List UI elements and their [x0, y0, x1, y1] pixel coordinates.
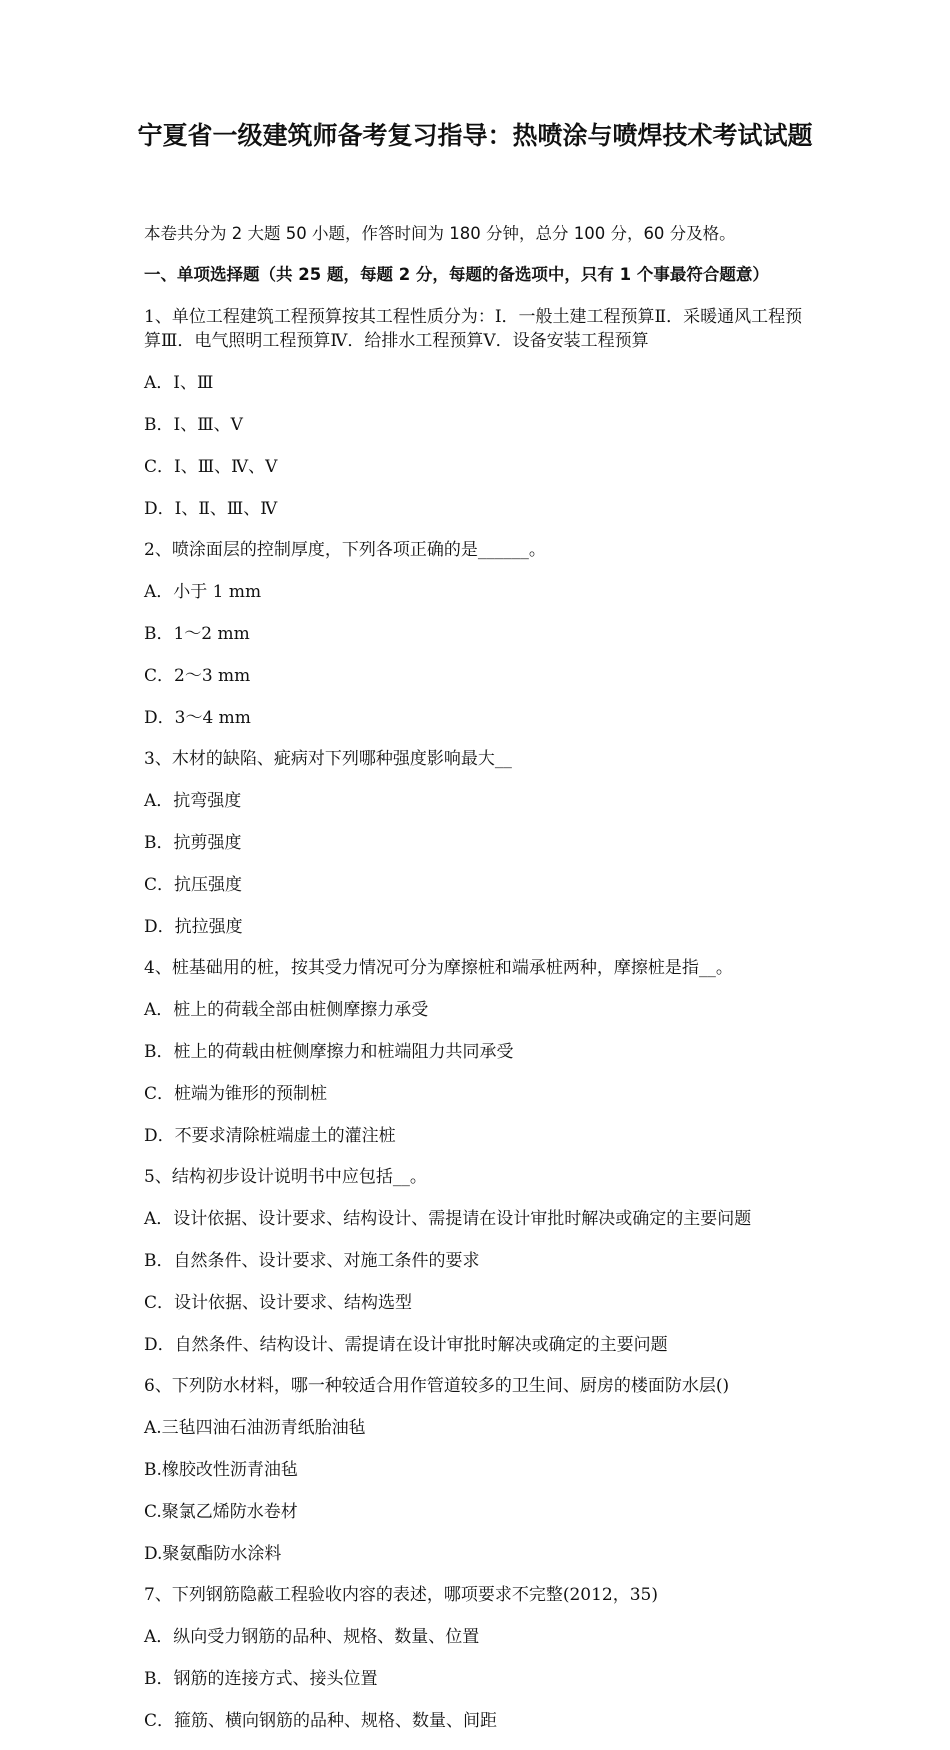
option-b: B．桩上的荷载由桩侧摩擦力和桩端阻力共同承受 [144, 1041, 514, 1062]
section-heading: 一、单项选择题（共 25 题，每题 2 分，每题的备选项中，只有 1 个事最符合题意） [144, 265, 769, 285]
question-5 [144, 1165, 812, 1357]
option-c: C．2～3 mm [144, 665, 251, 686]
option-c: C．Ⅰ、Ⅲ、Ⅳ、Ⅴ [144, 456, 278, 477]
question-6 [144, 1374, 812, 1566]
option-a: A．纵向受力钢筋的品种、规格、数量、位置 [144, 1627, 480, 1648]
option-c: C．箍筋、横向钢筋的品种、规格、数量、间距 [144, 1710, 498, 1731]
question-text: 6、下列防水材料，哪一种较适合用作管道较多的卫生间、厨房的楼面防水层() [144, 1376, 730, 1397]
question-text: 4、桩基础用的桩，按其受力情况可分为摩擦桩和端承桩两种，摩擦桩是指__。 [144, 958, 733, 979]
option-a: A．Ⅰ、Ⅲ [144, 373, 214, 394]
question-7 [144, 1583, 812, 1733]
option-d: D．抗拉强度 [144, 916, 243, 937]
exam-intro: 本卷共分为 2 大题 50 小题，作答时间为 180 分钟，总分 100 分，60 分及格。 [144, 224, 736, 243]
question-text: 1、单位工程建筑工程预算按其工程性质分为：Ⅰ．一般土建工程预算Ⅱ．采暖通风工程预算Ⅲ．电气照明工程预算Ⅳ．给排水工程预算Ⅴ．设备安装工程预算 [144, 306, 803, 352]
option-d: D．不要求清除桩端虚土的灌注桩 [144, 1125, 396, 1146]
option-d: D．3～4 mm [144, 707, 251, 728]
document-body [144, 222, 812, 1750]
question-text: 3、木材的缺陷、疵病对下列哪种强度影响最大__ [144, 749, 512, 770]
question-4 [144, 956, 812, 1148]
question-2 [144, 538, 812, 730]
document-title: 宁夏省一级建筑师备考复习指导：热喷涂与喷焊技术考试试题 [137, 121, 813, 150]
question-1 [144, 305, 812, 522]
option-c: C．桩端为锥形的预制桩 [144, 1083, 328, 1104]
option-a: A．设计依据、设计要求、结构设计、需提请在设计审批时解决或确定的主要问题 [144, 1209, 752, 1230]
option-b: B．1～2 mm [144, 623, 250, 644]
option-a: A．小于 1 mm [144, 582, 262, 603]
option-a: A．抗弯强度 [144, 791, 242, 812]
option-a: A．桩上的荷载全部由桩侧摩擦力承受 [144, 1000, 429, 1021]
question-text: 2、喷涂面层的控制厚度，下列各项正确的是______。 [144, 540, 546, 561]
option-a: A.三毡四油石油沥青纸胎油毡 [144, 1418, 366, 1439]
option-b: B．自然条件、设计要求、对施工条件的要求 [144, 1250, 480, 1271]
question-text: 5、结构初步设计说明书中应包括__。 [144, 1167, 427, 1188]
question-3 [144, 747, 812, 939]
option-b: B．钢筋的连接方式、接头位置 [144, 1668, 378, 1689]
option-b: B.橡胶改性沥青油毡 [144, 1459, 298, 1480]
option-c: C．抗压强度 [144, 874, 243, 895]
option-c: C．设计依据、设计要求、结构选型 [144, 1292, 413, 1313]
option-d: D．自然条件、结构设计、需提请在设计审批时解决或确定的主要问题 [144, 1334, 668, 1355]
option-b: B．Ⅰ、Ⅲ、Ⅴ [144, 414, 243, 435]
option-d: D.聚氨酯防水涂料 [144, 1543, 282, 1564]
question-text: 7、下列钢筋隐蔽工程验收内容的表述，哪项要求不完整(2012，35) [144, 1585, 658, 1606]
option-c: C.聚氯乙烯防水卷材 [144, 1501, 298, 1522]
option-b: B．抗剪强度 [144, 832, 242, 853]
option-d: D．Ⅰ、Ⅱ、Ⅲ、Ⅳ [144, 498, 278, 519]
